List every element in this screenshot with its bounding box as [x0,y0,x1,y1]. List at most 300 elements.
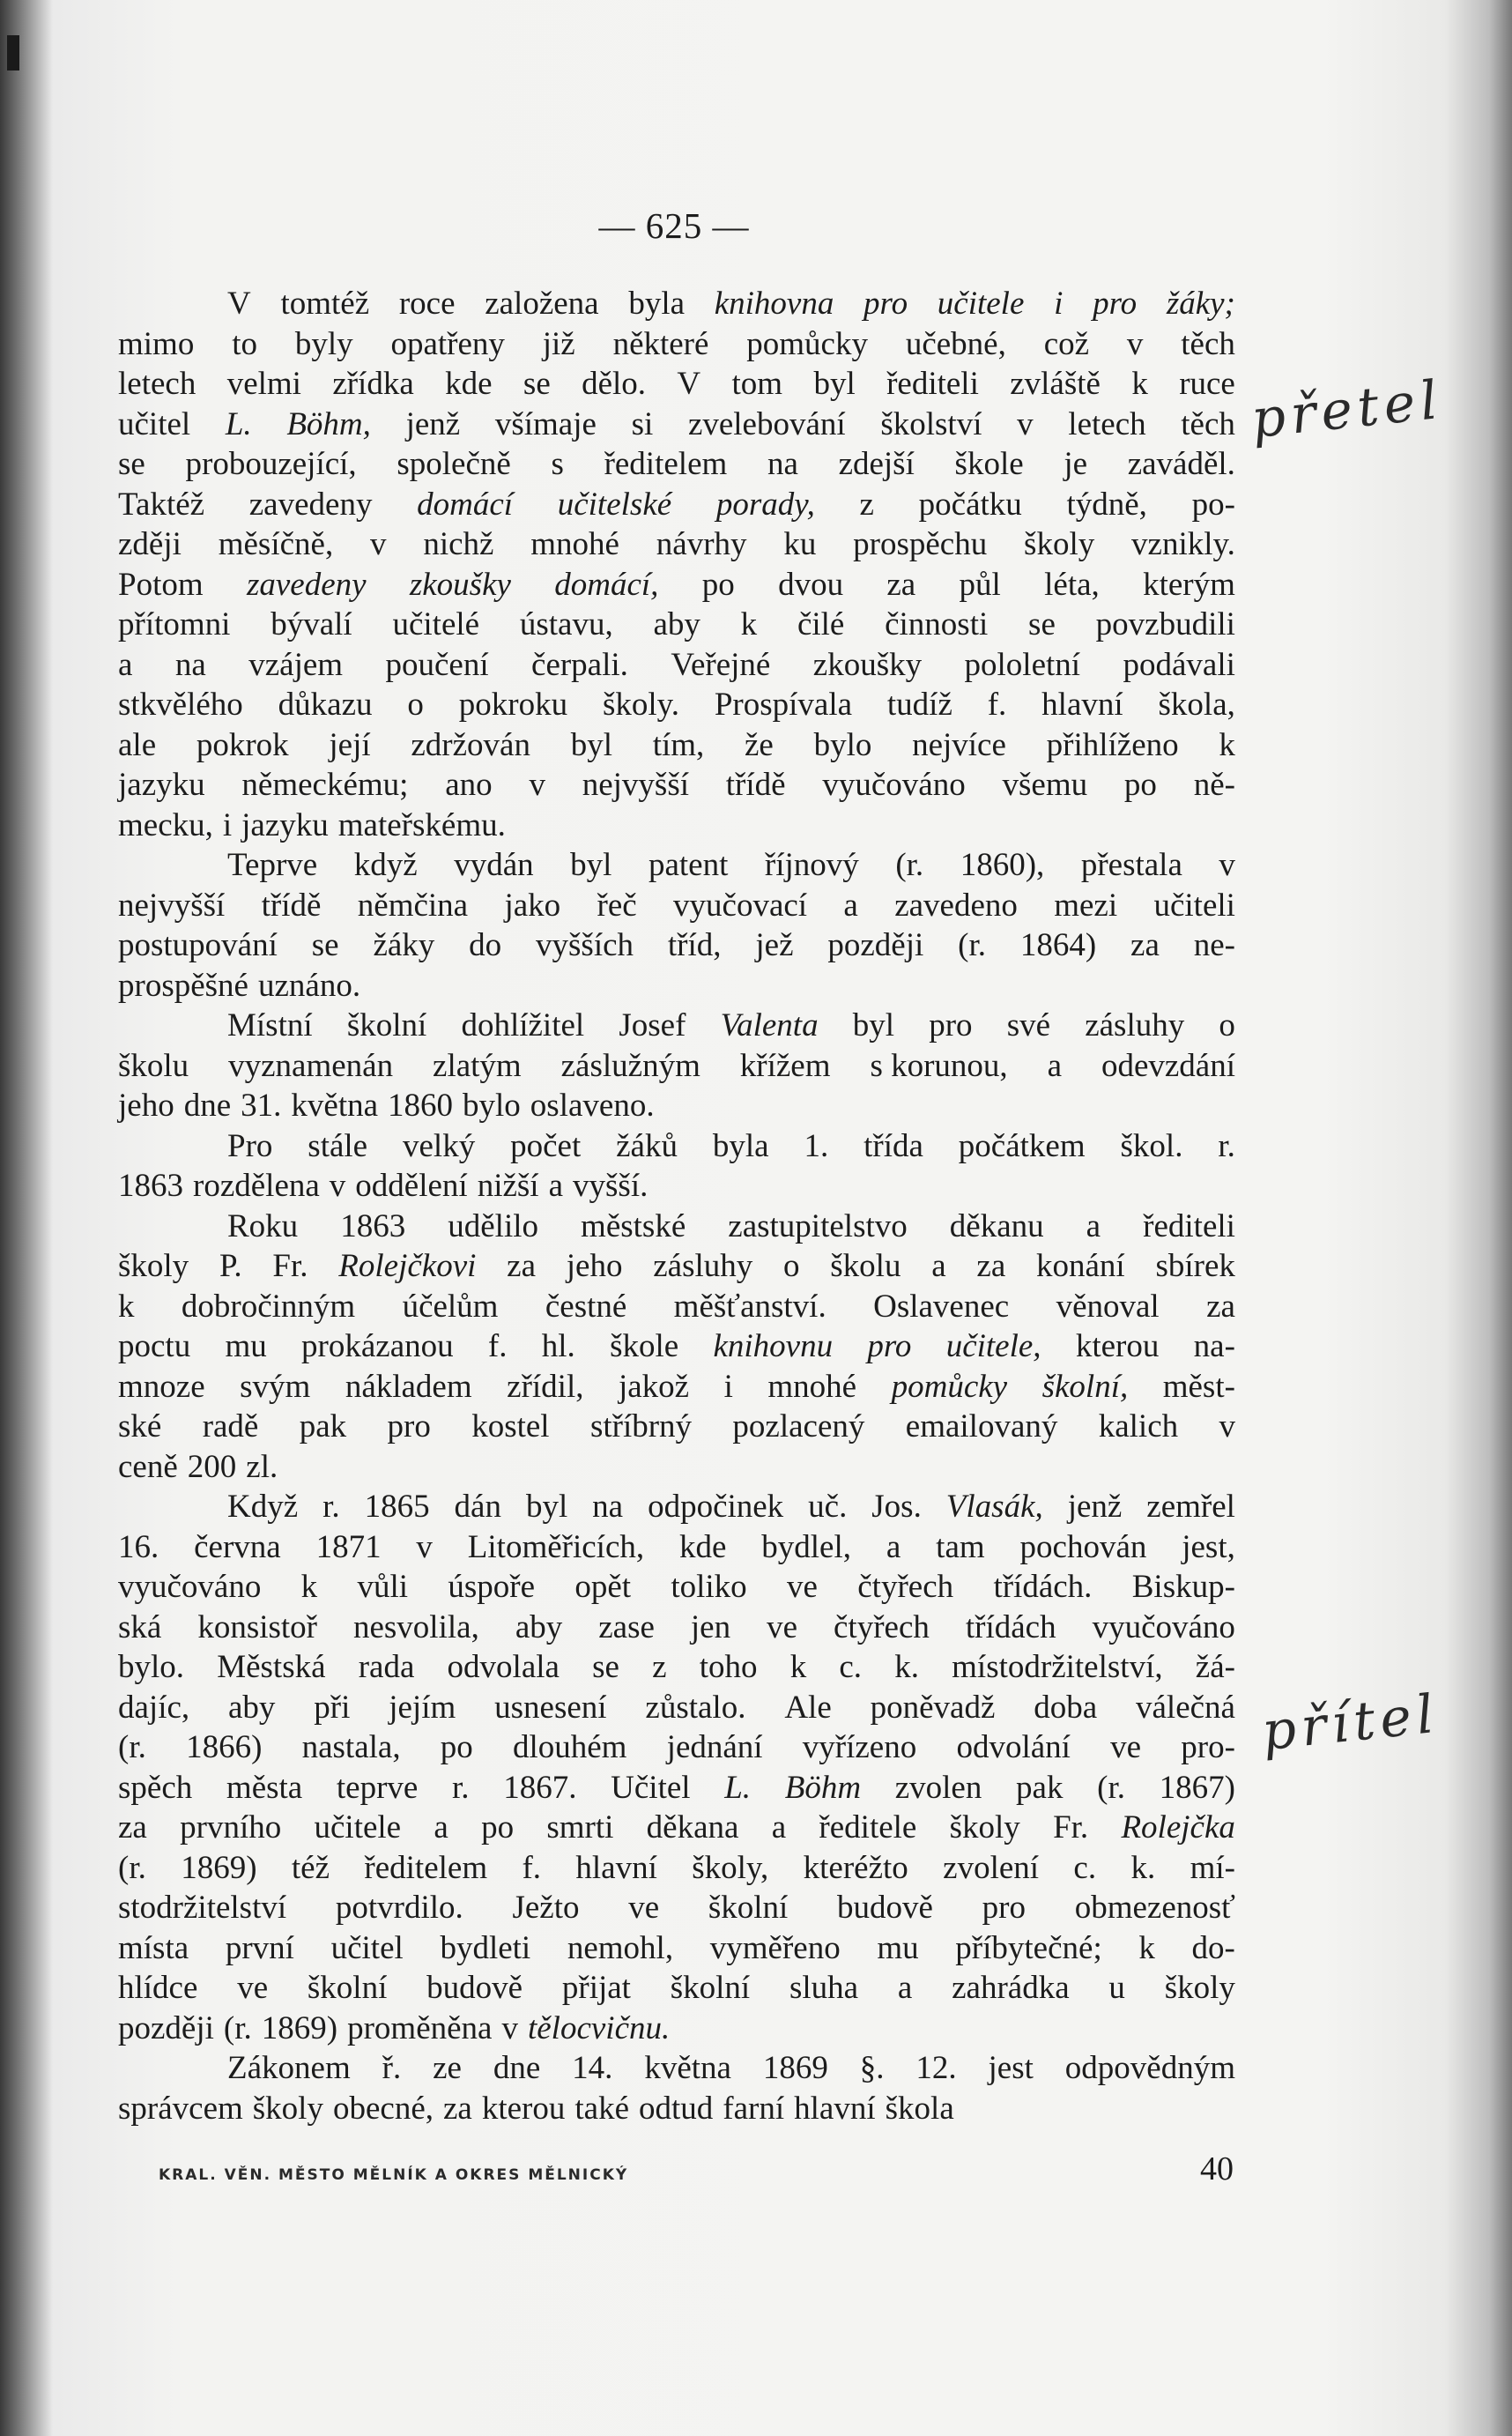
word: v [416,1528,433,1565]
word: ale [118,726,157,763]
word: v [1219,1408,1235,1445]
word: Fr. [1053,1809,1089,1846]
word: dán [454,1489,501,1525]
word: vyučovací [673,887,808,924]
word: s [551,446,564,482]
word: když [353,847,418,883]
word: Rolejčka [1121,1809,1235,1846]
word: a [434,1809,448,1846]
word: zahrádka [952,1970,1070,2006]
word: ve [767,1608,798,1645]
word: svým [240,1368,311,1405]
word: 12. [915,2050,957,2086]
text-line [118,1928,1235,1969]
word: zkoušky [409,566,511,603]
word: 1860 [388,1088,454,1124]
word: V [677,366,701,402]
word: školy [1164,1970,1235,2006]
word: mnohé [767,1368,857,1405]
word: škole [610,1328,679,1364]
word: aby [228,1689,276,1726]
word: důkazu [278,687,373,723]
word: Potom [118,566,204,603]
word: nemohl, [567,1929,674,1966]
word: úspoře [448,1569,536,1605]
word: ruce [1179,366,1235,402]
word: později [827,927,924,963]
text-line [118,806,1235,846]
word: kterou [481,2090,566,2127]
word: o [407,687,424,723]
word: s korunou, [870,1047,1008,1084]
word: byl [570,847,612,883]
word: května [644,2050,731,2086]
word: vyučováno [118,1569,262,1605]
word: němčina [357,887,469,924]
word: řeč [597,887,637,924]
text-line [118,1246,1235,1287]
word: dobročinným [181,1288,356,1325]
word: čtyřech [834,1608,930,1645]
word: (r. [958,927,986,963]
word: válečná [1136,1689,1235,1726]
word: nejvíce [912,726,1006,763]
word: ředitele [819,1809,917,1846]
word: léta, [1044,566,1100,603]
word: tam [936,1528,985,1565]
word: školy [949,1809,1020,1846]
word: Městská [217,1649,326,1685]
word: zase [598,1608,655,1645]
word: přestala [1080,847,1182,883]
word: škol. [1120,1127,1183,1164]
word: učitel [118,405,191,442]
word: činnosti [885,606,989,642]
word: vyučováno [1092,1608,1235,1645]
word: žáky; [1166,286,1235,322]
word: usnesení [494,1689,607,1726]
word: tomtéž [280,286,370,322]
word: května [291,1088,379,1124]
word: do- [1191,1929,1235,1966]
sheet-number: 40 [1200,2150,1234,2187]
word: 1. [804,1127,829,1164]
word: Litoměřicích, [467,1528,645,1565]
text-line [118,1207,1235,1247]
word: byla [628,286,686,322]
word: k [740,606,758,642]
word: počet [510,1127,582,1164]
word: ve [628,1890,660,1926]
word: města [226,1769,303,1806]
word: vyměřeno [709,1929,841,1966]
word: knihovna [714,286,834,322]
word: tudíž [886,687,952,723]
word: zavedeno [894,887,1018,924]
word: i [723,1368,733,1405]
word: při [314,1689,351,1726]
word: pozlacený [732,1408,865,1445]
word: učitelé [392,606,480,642]
word: třídě [261,887,322,924]
word: ku [783,526,817,562]
word: roce [398,286,456,322]
word: jen [690,1608,731,1645]
word: zlatým [433,1047,522,1084]
word: odpovědným [1064,2050,1235,2086]
word: mnohé [530,526,619,562]
text-line [118,1006,1235,1046]
word: potvrdilo. [335,1890,463,1926]
footer-signature: KRAL. VĚN. MĚSTO MĚLNÍK A OKRES MĚLNICKÝ [159,2166,629,2184]
word: opatřeny [390,325,505,362]
text-line [118,1968,1235,2009]
word: Místní [227,1007,313,1043]
word: učebné, [905,325,1006,362]
word: stkvělého [118,687,243,723]
word: škole [954,446,1024,482]
word: třídách [965,1608,1056,1645]
word: již [542,325,575,362]
word: f. [487,1328,508,1364]
word: Rolejčkovi [338,1248,477,1284]
word: 1869) [261,2009,338,2046]
word: na- [1193,1328,1235,1364]
word: školy. [602,687,679,723]
word: školní, [1041,1368,1129,1405]
word: hlavní [794,2090,876,2127]
text-line [118,845,1235,886]
word: a [886,1528,901,1565]
word: a [843,887,858,924]
word: byla [712,1127,769,1164]
word: byl [525,1489,568,1525]
word: vzájem [248,646,344,683]
word: jazyku [118,767,205,803]
word: ředitelem [604,446,728,482]
page-footer [159,2150,1234,2188]
word: německému; [241,767,409,803]
word: děkanu [949,1207,1044,1244]
word: aby [515,1608,563,1645]
word: městské [581,1207,686,1244]
word: (r. [223,2009,252,2046]
text-line [118,364,1235,405]
word: Böhm [784,1769,862,1806]
word: Učitel [611,1769,691,1806]
handwritten-margin-note: přítel [1258,1682,1442,1764]
word: zdejší [838,446,915,482]
word: 1867. [503,1769,577,1806]
handwritten-margin-note: přetel [1248,368,1446,451]
word: nižší [477,1168,539,1204]
word: dajíc, [118,1689,190,1726]
text-line [118,685,1235,725]
word: za [507,1248,537,1284]
word: k [1131,366,1148,402]
word: mimo [118,325,195,362]
word: k [118,1288,135,1325]
word: zavedeny [248,486,373,523]
word: je [1064,446,1088,482]
text-line [118,1567,1235,1608]
word: Když [227,1489,299,1525]
text-line [118,1367,1235,1407]
word: mecku, [118,806,213,843]
word: učitele, [945,1328,1041,1364]
word: po [701,566,735,603]
page-number: — 625 — [598,205,750,246]
word: též [291,1849,330,1886]
word: záslužným [560,1047,700,1084]
word: školní [307,1970,388,2006]
word: kde [445,366,493,402]
word: června [194,1528,281,1565]
word: založena [485,286,599,322]
word: nejvyšší [118,887,226,924]
word: pro [929,1007,973,1043]
word: nákladem [345,1368,472,1405]
word: společně [397,446,511,482]
word: rozdělena [193,1168,320,1204]
word: toho [699,1649,758,1685]
text-line [118,284,1235,324]
word: mu [877,1929,919,1966]
word: jest [988,2050,1034,2086]
word: bylo [813,726,872,763]
word: zději [118,526,182,562]
word: z [859,486,874,523]
text-line [118,1848,1235,1889]
word: a [771,1809,787,1846]
word: pro- [1181,1729,1235,1765]
word: stodržitelství [118,1890,287,1926]
word: mnoze [118,1368,205,1405]
word: kalich [1098,1408,1179,1445]
word: přijat [561,1970,631,2006]
word: jež [755,927,794,963]
word: f. [522,1849,542,1886]
word: čerpali. [531,646,628,683]
word: zvolen [894,1769,982,1806]
word: k [1219,726,1235,763]
word: dne [183,1088,232,1124]
text-line [118,765,1235,806]
word: 1866) [186,1729,263,1765]
word: 16. [118,1528,159,1565]
word: v [501,2009,518,2046]
word: učitel [330,1929,404,1966]
word: ve [237,1970,269,2006]
word: poněvadž [870,1689,996,1726]
word: správcem [118,2090,243,2127]
word: ve [1110,1729,1142,1765]
word: třída [863,1127,923,1164]
word: mí- [1190,1849,1235,1886]
word: velký [403,1127,476,1164]
word: L. [225,405,252,442]
word: prospěšné [118,967,248,1004]
word: zdržován [411,726,530,763]
word: 1865 [364,1489,430,1525]
word: po- [1191,486,1235,523]
word: byly [294,325,353,362]
word: školy [1024,526,1095,562]
word: zásluhy [653,1248,753,1284]
text-line [118,1888,1235,1928]
word: radě [202,1408,259,1445]
word: ně- [1193,767,1235,803]
word: Böhm, [286,405,371,442]
word: letech [1068,405,1146,442]
word: zastupitelstvo [728,1207,908,1244]
word: zůstalo. [645,1689,746,1726]
word: těch [1181,405,1235,442]
word: Valenta [720,1007,819,1043]
word: budově [426,1970,523,2006]
text-line [118,645,1235,686]
word: některé [612,325,709,362]
word: (r. [1097,1769,1125,1806]
word: byl [852,1007,895,1043]
word: školy [252,2090,323,2127]
word: jakož [618,1368,690,1405]
word: emailovaný [905,1408,1058,1445]
word: vyučováno [822,767,966,803]
word: proměněna [347,2009,493,2046]
word: za [886,566,916,603]
text-line [118,2048,1235,2089]
word: čilé [797,606,845,642]
word: jest, [1182,1528,1235,1565]
word: o [783,1248,800,1284]
text-line [118,1808,1235,1848]
word: farní [723,2090,785,2127]
word: přihlíženo [1046,726,1179,763]
text-line [118,485,1235,525]
word: a [931,1248,946,1284]
word: učiteli [1153,887,1235,924]
word: vyřízeno [802,1729,917,1765]
text-line [118,2089,1235,2129]
word: mu [225,1328,267,1364]
word: později [118,2009,214,2046]
word: tím, [652,726,705,763]
word: pomůcky [891,1368,1008,1405]
word: zvolení [943,1849,1040,1886]
word: se [311,927,339,963]
text-line [118,1287,1235,1327]
word: nejvyšší [582,767,689,803]
word: k. [1130,1849,1156,1886]
word: za [976,1248,1006,1284]
word: uč. [808,1489,848,1525]
word: Prospívala [714,687,853,723]
word: pro [867,1328,912,1364]
word: bylo [463,1088,521,1124]
text-line [118,1166,1235,1207]
word: podávali [1123,646,1235,683]
word: za [1130,927,1160,963]
word: školní [346,1007,427,1043]
word: 1860), [960,847,1045,883]
word: jeho [118,1088,174,1124]
word: oslaveno. [530,1088,655,1124]
text-line [118,605,1235,645]
word: Oslavenec [873,1288,1010,1325]
word: toliko [671,1569,747,1605]
word: počátku [918,486,1022,523]
text-line [118,1326,1235,1367]
word: prokázanou [301,1328,454,1364]
word: zvláště [1010,366,1101,402]
word: její [329,726,371,763]
word: pak [299,1408,347,1445]
word: Veřejné [671,646,771,683]
word: jazyku [241,806,329,843]
word: o [1219,1007,1235,1043]
text-line [118,1407,1235,1447]
text-line [118,1046,1235,1087]
word: zásluhy [1085,1007,1185,1043]
word: školy [118,1248,189,1284]
word: příbytečné; [955,1929,1102,1966]
word: kterým [1143,566,1235,603]
word: 1869 [762,2050,828,2086]
word: nichž [423,526,494,562]
word: opět [574,1569,632,1605]
word: dvou [778,566,844,603]
word: pro [387,1408,431,1445]
text-line [118,1688,1235,1728]
word: čestné [545,1288,627,1325]
word: c. [839,1649,863,1685]
word: rada [358,1649,415,1685]
word: prvního [180,1809,282,1846]
word: zkoušky [812,646,923,683]
word: pro [863,286,908,322]
word: oddělení [355,1168,468,1204]
word: ve [787,1569,818,1605]
word: 1867) [1159,1769,1235,1806]
word: (r. [118,1729,146,1765]
word: žá- [1195,1649,1235,1685]
word: škola, [1158,687,1235,723]
word: a [1047,1047,1063,1084]
word: Ježto [512,1890,580,1926]
body-text [118,284,1235,2128]
word: bydleti [440,1929,531,1966]
word: učitele [937,286,1025,322]
word: třídě [725,767,786,803]
word: poučení [385,646,489,683]
word: žáků [616,1127,678,1164]
word: vyšších [536,927,634,963]
word: pak [1016,1769,1064,1806]
word: odevzdání [1101,1047,1235,1084]
word: v [329,1168,346,1204]
word: a [897,1970,913,2006]
word: mezi [1054,887,1118,924]
word: i [1054,286,1064,322]
word: ředitelem [364,1849,488,1886]
text-line [118,1647,1235,1688]
word: v [1219,847,1235,883]
word: první [225,1929,294,1966]
word: (r. [118,1849,146,1886]
word: k. [894,1649,919,1685]
word: po [440,1729,473,1765]
